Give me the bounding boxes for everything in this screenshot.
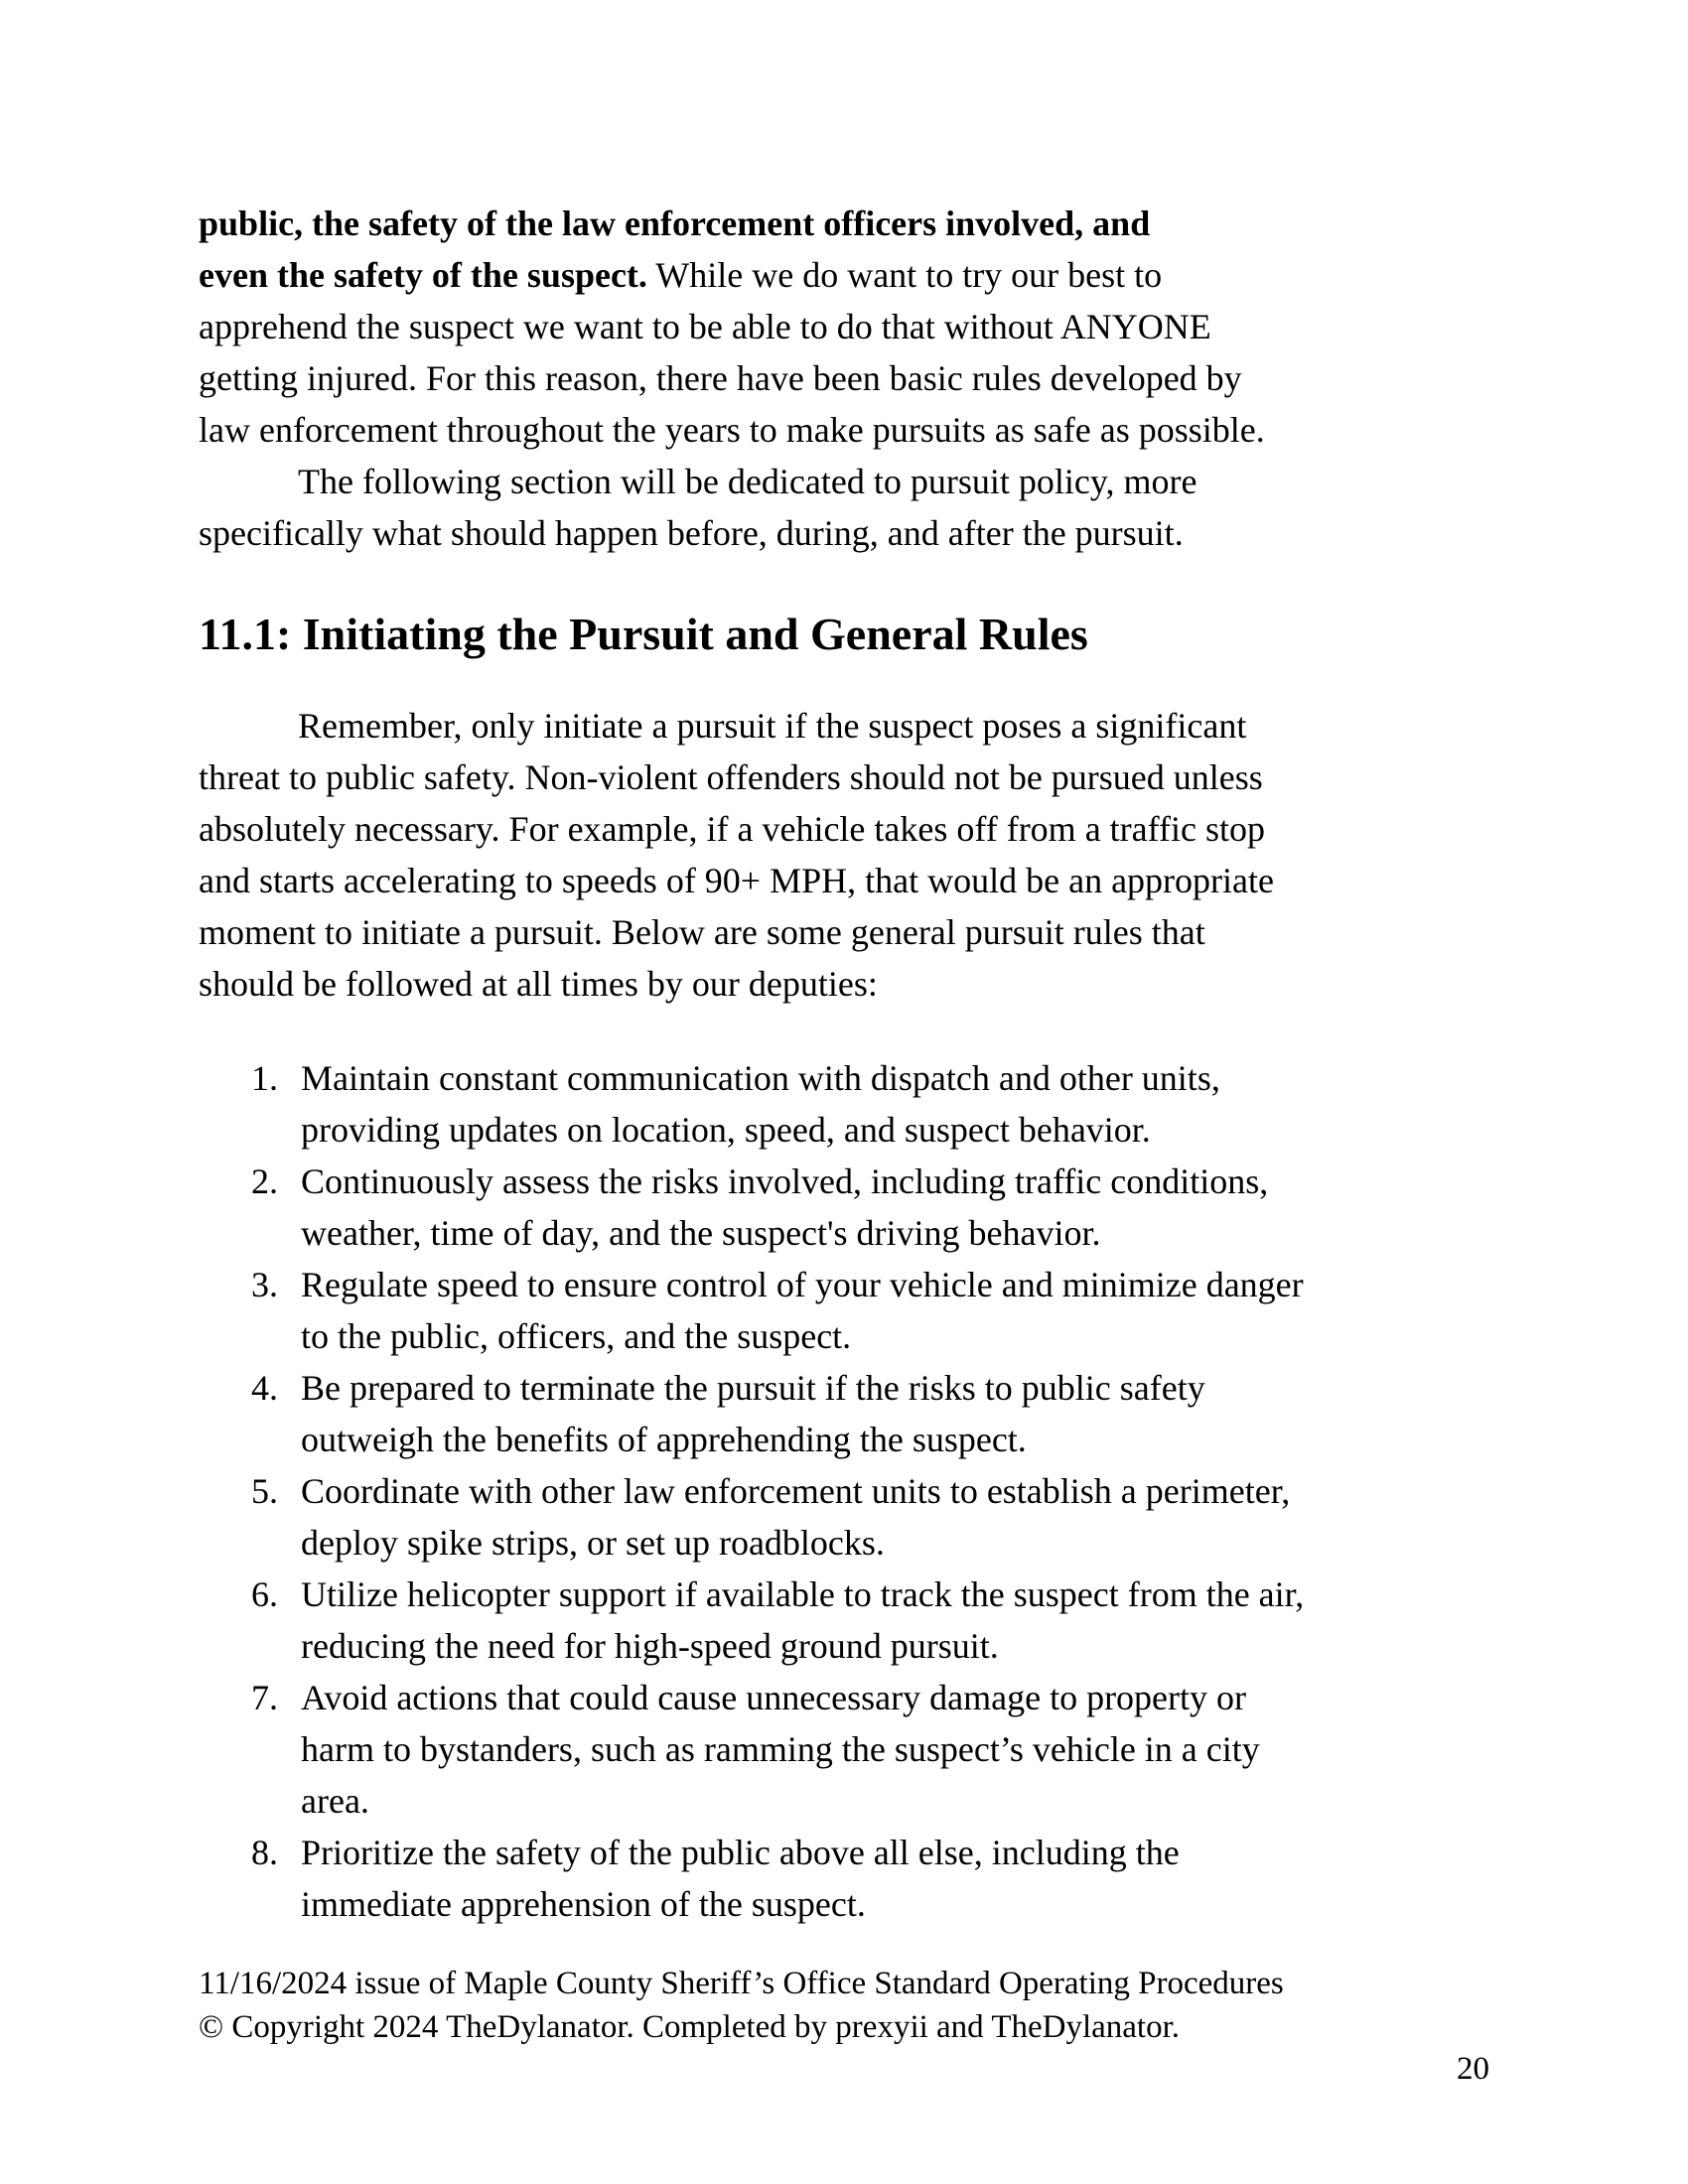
text-line: threat to public safety. Non-violent offenders should not be pursued unless: [199, 757, 1263, 797]
text-line: Prioritize the safety of the public above all else, including the: [301, 1833, 1180, 1872]
text-line: getting injured. For this reason, there have been basic rules developed by: [199, 358, 1242, 398]
text-line: Maintain constant communication with dispatch and other units,: [301, 1058, 1220, 1098]
text-line: absolutely necessary. For example, if a vehicle takes off from a traffic stop: [199, 809, 1265, 849]
page-footer: [199, 1962, 1489, 2049]
rule-item: [199, 1259, 1489, 1362]
rule-item-number: 6.: [251, 1574, 278, 1614]
pursuit-rules-list: [199, 1052, 1489, 1930]
footer-issue-line: 11/16/2024 issue of Maple County Sheriff’s Office Standard Operating Procedures: [199, 1966, 1284, 2001]
section-intro-paragraph: [199, 456, 1489, 559]
intro-paragraph: [199, 198, 1489, 456]
text-line: moment to initiate a pursuit. Below are some general pursuit rules that: [199, 912, 1205, 952]
rule-item-number: 1.: [251, 1058, 278, 1098]
text-line: law enforcement throughout the years to make pursuits as safe as possible.: [199, 410, 1265, 450]
text-line: deploy spike strips, or set up roadblocks.: [301, 1523, 885, 1563]
text-line: providing updates on location, speed, and suspect behavior.: [301, 1110, 1151, 1150]
rule-item: [199, 1052, 1489, 1156]
rule-item: [199, 1465, 1489, 1569]
rule-item-number: 4.: [251, 1368, 278, 1408]
rule-item: [199, 1827, 1489, 1930]
document-content: [199, 198, 1489, 1930]
text-line: and starts accelerating to speeds of 90+ MPH, that would be an appropriate: [199, 861, 1274, 900]
text-line: Regulate speed to ensure control of your vehicle and minimize danger: [301, 1265, 1304, 1304]
footer-copyright-line: © Copyright 2024 TheDylanator. Completed by prexyii and TheDylanator.: [199, 2009, 1181, 2045]
text-line: public, the safety of the law enforcement officers involved, and: [199, 204, 1151, 243]
text-line: to the public, officers, and the suspect.: [301, 1316, 852, 1356]
text-line: Remember, only initiate a pursuit if the suspect poses a significant: [298, 706, 1247, 746]
rule-item: [199, 1156, 1489, 1259]
text-line: specifically what should happen before, during, and after the pursuit.: [199, 513, 1184, 553]
text-line: harm to bystanders, such as ramming the suspect’s vehicle in a city: [301, 1729, 1260, 1769]
text-line: weather, time of day, and the suspect's driving behavior.: [301, 1213, 1101, 1253]
rule-item-number: 3.: [251, 1265, 278, 1304]
text-line: Coordinate with other law enforcement units to establish a perimeter,: [301, 1471, 1291, 1511]
rule-item-number: 2.: [251, 1161, 278, 1201]
pursuit-initiation-paragraph: [199, 700, 1489, 1010]
text-line: immediate apprehension of the suspect.: [301, 1884, 866, 1924]
text-line: area.: [301, 1781, 369, 1821]
rule-item: [199, 1672, 1489, 1827]
text-line: Be prepared to terminate the pursuit if the risks to public safety: [301, 1368, 1205, 1408]
rule-item: [199, 1569, 1489, 1672]
rule-item-number: 7.: [251, 1678, 278, 1717]
text-line: The following section will be dedicated to pursuit policy, more: [298, 462, 1197, 501]
text-line: should be followed at all times by our deputies:: [199, 964, 878, 1004]
section-heading: 11.1: Initiating the Pursuit and General Rules: [199, 609, 1088, 659]
text-line: Continuously assess the risks involved, including traffic conditions,: [301, 1161, 1269, 1201]
text-line: Avoid actions that could cause unnecessary damage to property or: [301, 1678, 1247, 1717]
text-line: apprehend the suspect we want to be able to do that without ANYONE: [199, 307, 1211, 346]
text-line: outweigh the benefits of apprehending the suspect.: [301, 1420, 1027, 1459]
rule-item-number: 5.: [251, 1471, 278, 1511]
text-line: even the safety of the suspect. While we do want to try our best to: [199, 255, 1163, 295]
rule-item-number: 8.: [251, 1833, 278, 1872]
text-line: Utilize helicopter support if available to track the suspect from the air,: [301, 1574, 1305, 1614]
rule-item: [199, 1362, 1489, 1465]
page-number: 20: [1457, 2051, 1489, 2087]
text-line: reducing the need for high-speed ground pursuit.: [301, 1626, 999, 1666]
